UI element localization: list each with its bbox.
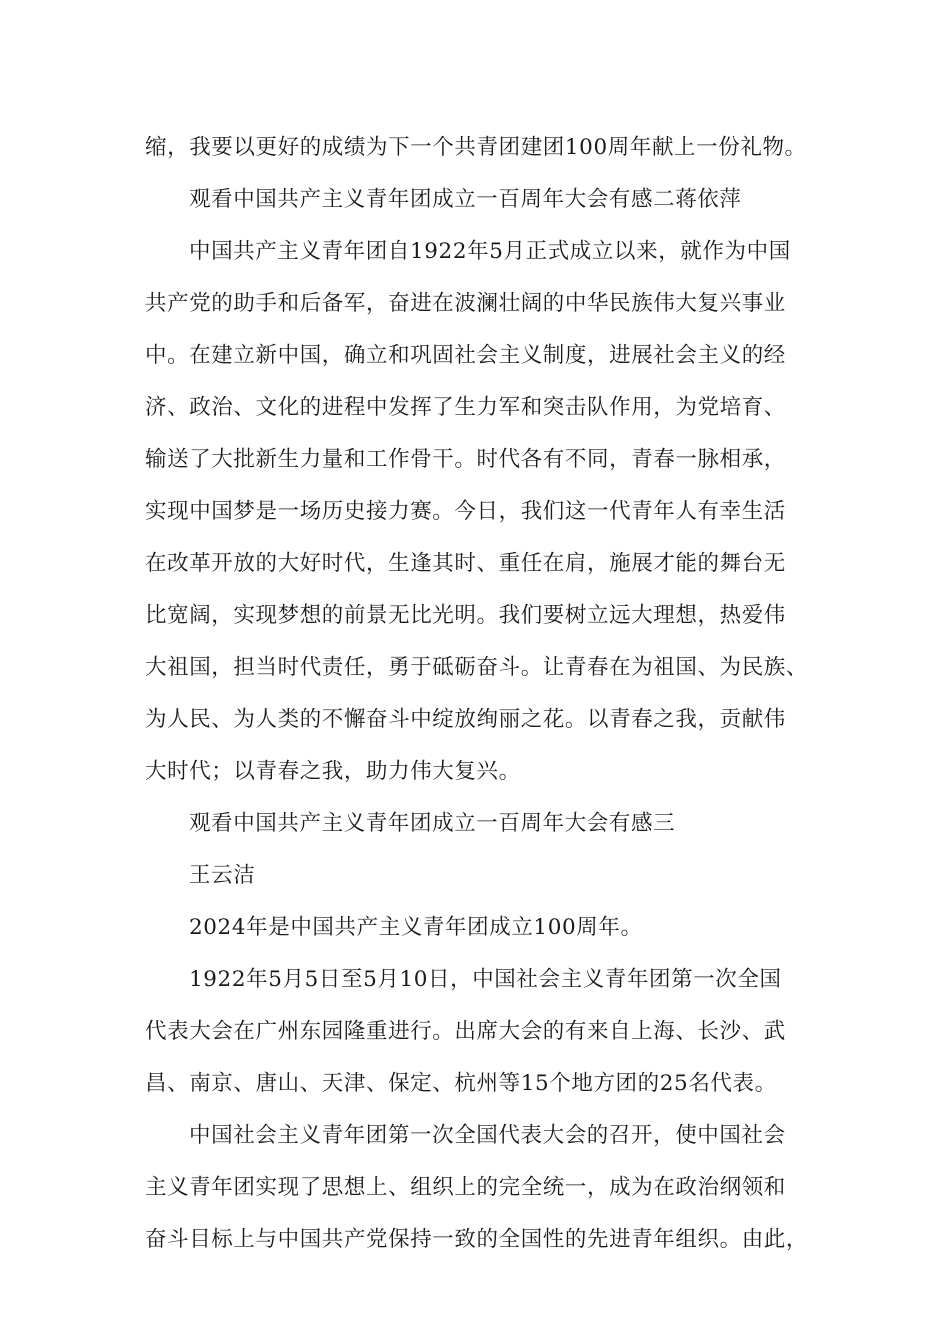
text-line: 奋斗目标上与中国共产党保持一致的全国性的先进青年组织。由此， <box>145 1227 809 1252</box>
text-line: 大时代；以青春之我，助力伟大复兴。 <box>145 759 521 784</box>
text-line: 代表大会在广州东园隆重进行。出席大会的有来自上海、长沙、武 <box>145 1019 786 1044</box>
text-line: 缩，我要以更好的成绩为下一个共青团建团100周年献上一份礼物。 <box>145 135 807 160</box>
text-line: 实现中国梦是一场历史接力赛。今日，我们这一代青年人有幸生活 <box>145 499 786 524</box>
text-line: 中。在建立新中国，确立和巩固社会主义制度，进展社会主义的经 <box>145 343 786 368</box>
text-line: 为人民、为人类的不懈奋斗中绽放绚丽之花。以青春之我，贡献伟 <box>145 707 786 732</box>
text-line: 大祖国，担当时代责任，勇于砥砺奋斗。让青春在为祖国、为民族、 <box>145 655 809 680</box>
section-heading: 观看中国共产主义青年团成立一百周年大会有感三 <box>189 811 676 836</box>
text-line: 比宽阔，实现梦想的前景无比光明。我们要树立远大理想，热爱伟 <box>145 603 786 628</box>
text-line: 昌、南京、唐山、天津、保定、杭州等15个地方团的25名代表。 <box>145 1071 777 1096</box>
text-line: 在改革开放的大好时代，生逢其时、重任在肩，施展才能的舞台无 <box>145 551 786 576</box>
text-line: 济、政治、文化的进程中发挥了生力军和突击队作用，为党培育、 <box>145 395 786 420</box>
text-line: 1922年5月5日至5月10日，中国社会主义青年团第一次全国 <box>189 967 782 992</box>
section-heading: 观看中国共产主义青年团成立一百周年大会有感二蒋依萍 <box>189 187 742 212</box>
text-line: 2024年是中国共产主义青年团成立100周年。 <box>189 915 643 940</box>
text-line: 输送了大批新生力量和工作骨干。时代各有不同，青春一脉相承， <box>145 447 786 472</box>
author-name: 王云洁 <box>189 863 256 888</box>
text-line: 中国社会主义青年团第一次全国代表大会的召开，使中国社会 <box>189 1123 786 1148</box>
text-line: 共产党的助手和后备军，奋进在波澜壮阔的中华民族伟大复兴事业 <box>145 291 786 316</box>
text-line: 中国共产主义青年团自1922年5月正式成立以来，就作为中国 <box>189 239 791 264</box>
text-line: 主义青年团实现了思想上、组织上的完全统一，成为在政治纲领和 <box>145 1175 786 1200</box>
